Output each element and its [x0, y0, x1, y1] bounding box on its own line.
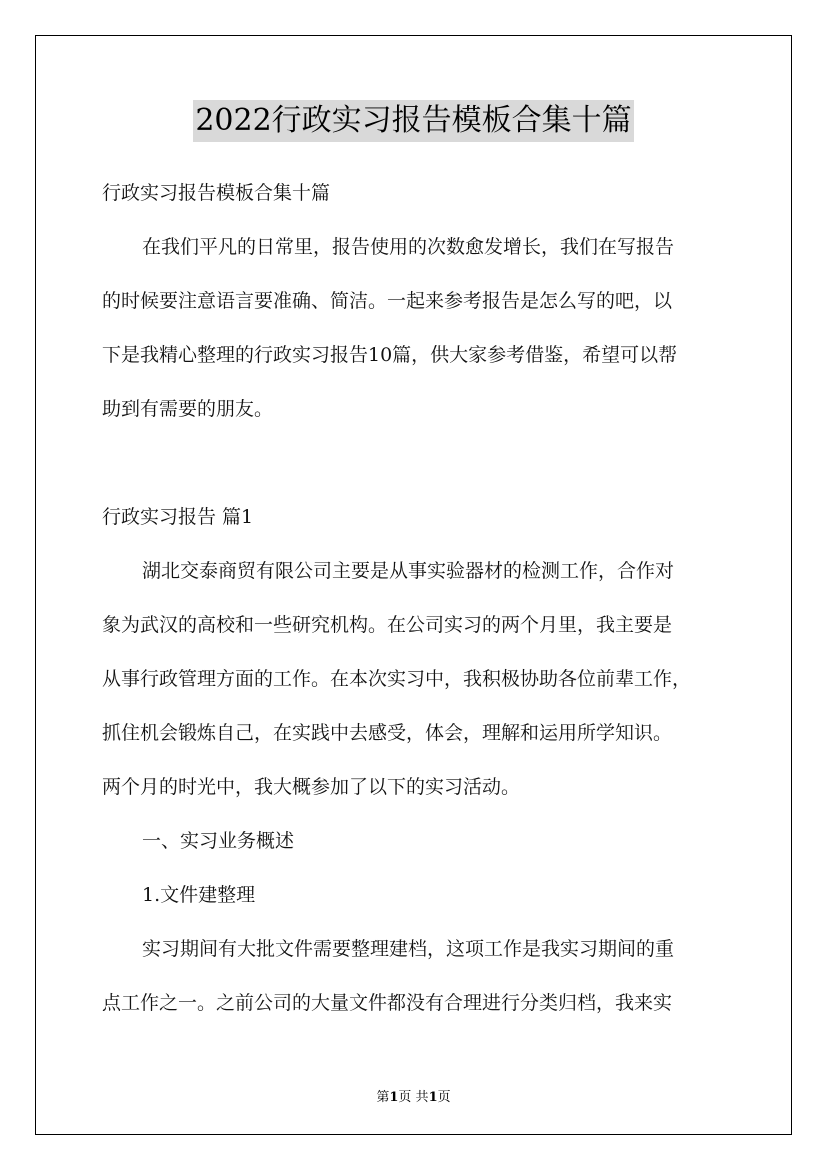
- blank-line: [102, 436, 742, 490]
- section-line-5: 两个月的时光中，我大概参加了以下的实习活动。: [102, 776, 521, 798]
- item-line-1: 实习期间有大批文件需要整理建档，这项工作是我实习期间的重: [142, 938, 675, 960]
- intro-line-1: 在我们平凡的日常里，报告使用的次数愈发增长，我们在写报告: [142, 236, 675, 258]
- footer-suffix: 页: [437, 1090, 451, 1105]
- document-body: [102, 166, 742, 1030]
- section-line-1: 湖北交泰商贸有限公司主要是从事实验器材的检测工作，合作对: [142, 560, 675, 582]
- outline-heading: 一、实习业务概述: [142, 830, 295, 852]
- footer-prefix: 第: [376, 1090, 390, 1105]
- section-heading: 行政实习报告 篇1: [102, 506, 254, 528]
- intro-line-3: 下是我精心整理的行政实习报告10篇，供大家参考借鉴，希望可以帮: [102, 344, 678, 366]
- footer-total-pages: 1: [428, 1090, 438, 1105]
- title-container: [0, 100, 827, 142]
- subtitle: 行政实习报告模板合集十篇: [102, 182, 331, 204]
- footer-mid: 页 共: [398, 1090, 429, 1105]
- page-footer: [0, 1086, 827, 1105]
- footer-page-number: 1: [389, 1090, 399, 1105]
- intro-line-4: 助到有需要的朋友。: [102, 398, 274, 420]
- section-line-4: 抓住机会锻炼自己，在实践中去感受，体会，理解和运用所学知识。: [102, 722, 673, 744]
- section-line-3: 从事行政管理方面的工作。在本次实习中，我积极协助各位前辈工作，: [102, 668, 692, 690]
- document-title: 2022行政实习报告模板合集十篇: [193, 100, 633, 142]
- intro-line-2: 的时候要注意语言要准确、简洁。一起来参考报告是怎么写的吧，以: [102, 290, 673, 312]
- section-line-2: 象为武汉的高校和一些研究机构。在公司实习的两个月里，我主要是: [102, 614, 673, 636]
- item-heading: 1.文件建整理: [142, 884, 256, 906]
- item-line-2: 点工作之一。之前公司的大量文件都没有合理进行分类归档，我来实: [102, 992, 673, 1014]
